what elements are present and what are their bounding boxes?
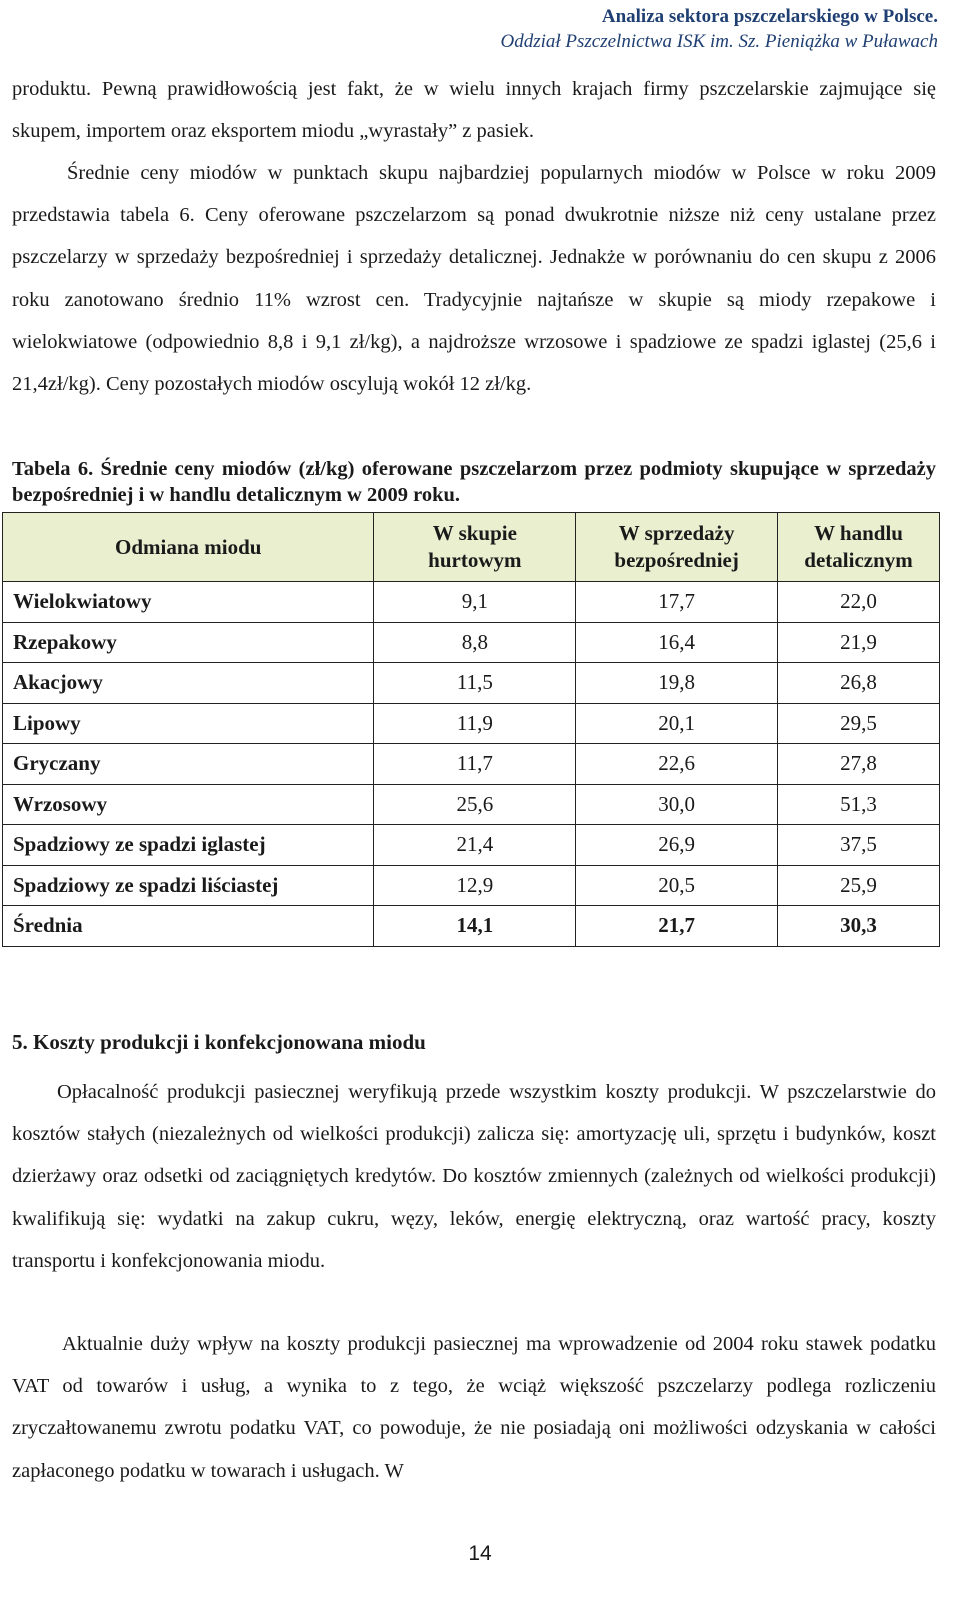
header-retail: W handlu detalicznym [778, 513, 940, 582]
paragraph-costs: Opłacalność produkcji pasiecznej weryfikują przede wszystkim koszty produkcji. W pszczelarstwie do kosztów stałych (niezależnych od wielkości produkcji) zalicza się: amortyzację uli, sprzętu i budynków, koszt dzierżawy oraz odsetki od zaciągniętych kredytów. Do kosztów zmiennych (zależnych od wielkości produkcji) kwalifikują się: wydatki na zakup cukru, węzy, leków, energię elektryczną, oraz wartość pracy, koszty transportu i konfekcjonowania miodu. [12, 1081, 936, 1272]
retail-price: 37,5 [778, 825, 940, 866]
direct-price: 30,0 [576, 784, 778, 825]
variety-name: Gryczany [3, 744, 374, 785]
retail-price: 29,5 [778, 703, 940, 744]
direct-average: 21,7 [576, 906, 778, 947]
retail-price: 27,8 [778, 744, 940, 785]
variety-name: Spadziowy ze spadzi iglastej [3, 825, 374, 866]
variety-name: Lipowy [3, 703, 374, 744]
variety-name: Rzepakowy [3, 622, 374, 663]
direct-price: 26,9 [576, 825, 778, 866]
table-row [3, 622, 940, 663]
retail-price: 21,9 [778, 622, 940, 663]
retail-price: 25,9 [778, 865, 940, 906]
direct-price: 20,5 [576, 865, 778, 906]
variety-name: Akacjowy [3, 663, 374, 704]
table-header-row [3, 513, 940, 582]
average-label: Średnia [3, 906, 374, 947]
header-wholesale: W skupie hurtowym [374, 513, 576, 582]
wholesale-price: 11,5 [374, 663, 576, 704]
header-variety: Odmiana miodu [3, 513, 374, 582]
direct-price: 16,4 [576, 622, 778, 663]
direct-price: 19,8 [576, 663, 778, 704]
wholesale-price: 8,8 [374, 622, 576, 663]
direct-price: 20,1 [576, 703, 778, 744]
wholesale-price: 11,9 [374, 703, 576, 744]
table-row [3, 582, 940, 623]
header-direct-sale: W sprzedaży bezpośredniej [576, 513, 778, 582]
paragraph-vat: Aktualnie duży wpływ na koszty produkcji pasiecznej ma wprowadzenie od 2004 roku stawek podatku VAT od towarów i usług, a wynika to z tego, że wciąż większość pszczelarzy podlega rozliczeniu zryczałtowanemu zwrotu podatku VAT, co powoduje, że nie posiadają oni możliwości odzyskania w całości zapłaconego podatku w towarach i usługach. W [12, 1333, 936, 1482]
honey-price-table [2, 512, 940, 947]
table-row [3, 784, 940, 825]
wholesale-price: 11,7 [374, 744, 576, 785]
direct-price: 22,6 [576, 744, 778, 785]
retail-price: 22,0 [778, 582, 940, 623]
table-caption: Tabela 6. Średnie ceny miodów (zł/kg) oferowane pszczelarzom przez podmioty skupujące w sprzedaży bezpośredniej i w handlu detalicznym w 2009 roku. [12, 458, 936, 506]
paragraph-continuation: produktu. Pewną prawidłowością jest fakt, że w wielu innych krajach firmy pszczelarskie zajmujące się skupem, importem oraz eksportem miodu „wyrastały” z pasiek. [12, 78, 936, 143]
table-row [3, 703, 940, 744]
direct-price: 17,7 [576, 582, 778, 623]
header-subtitle: Oddział Pszczelnictwa ISK im. Sz. Pieniążka w Puławach [500, 31, 938, 52]
wholesale-price: 25,6 [374, 784, 576, 825]
variety-name: Spadziowy ze spadzi liściastej [3, 865, 374, 906]
page-number: 14 [468, 1542, 492, 1565]
table-row [3, 663, 940, 704]
header-title: Analiza sektora pszczelarskiego w Polsce. [601, 6, 938, 27]
wholesale-price: 12,9 [374, 865, 576, 906]
retail-price: 26,8 [778, 663, 940, 704]
wholesale-price: 21,4 [374, 825, 576, 866]
table-row [3, 744, 940, 785]
wholesale-price: 9,1 [374, 582, 576, 623]
variety-name: Wielokwiatowy [3, 582, 374, 623]
table-row [3, 865, 940, 906]
retail-price: 51,3 [778, 784, 940, 825]
paragraph-prices: Średnie ceny miodów w punktach skupu najbardziej popularnych miodów w Polsce w roku 2009 przedstawia tabela 6. Ceny oferowane pszczelarzom są ponad dwukrotnie niższe niż ceny ustalane przez pszczelarzy w sprzedaży bezpośredniej i sprzedaży detalicznej. Jednakże w porównaniu do cen skupu z 2006 roku zanotowano średnio 11% wzrost cen. Tradycyjnie najtańsze w skupie są miody rzepakowe i wielokwiatowe (odpowiednio 8,8 i 9,1 zł/kg), a najdroższe wrzosowe i spadziowe ze spadzi iglastej (25,6 i 21,4zł/kg). Ceny pozostałych miodów oscylują wokół 12 zł/kg. [12, 162, 936, 396]
table-row [3, 825, 940, 866]
retail-average: 30,3 [778, 906, 940, 947]
running-header [500, 4, 938, 54]
wholesale-average: 14,1 [374, 906, 576, 947]
variety-name: Wrzosowy [3, 784, 374, 825]
table-row-average [3, 906, 940, 947]
section-heading: 5. Koszty produkcji i konfekcjonowana miodu [12, 1030, 426, 1054]
